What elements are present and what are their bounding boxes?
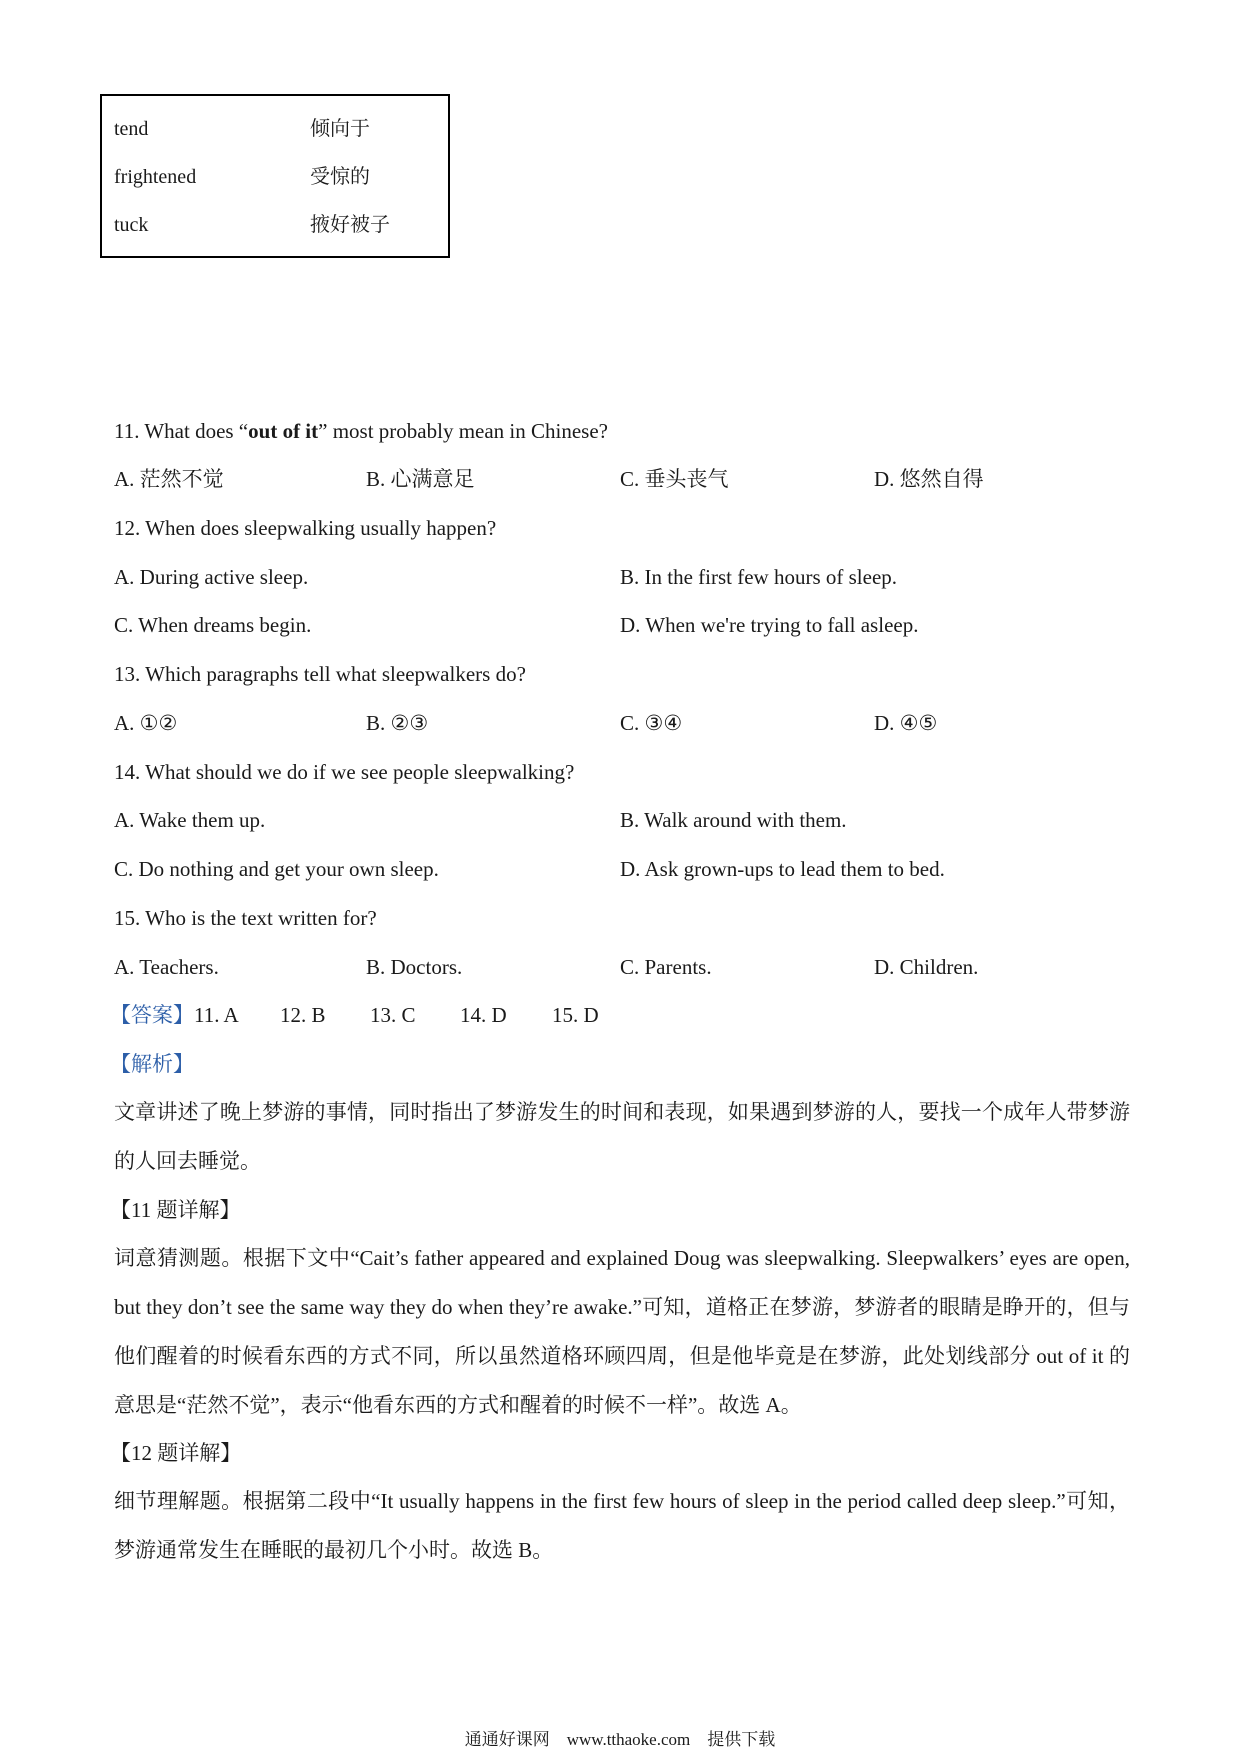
analysis-tag: 【解析】: [110, 1052, 194, 1076]
q13-option-a: A. ①②: [114, 711, 178, 735]
detail-12-title: 【12 题详解】: [110, 1441, 242, 1465]
answer-item: 11. A: [194, 1003, 239, 1027]
q11-option-d: D. 悠然自得: [874, 467, 984, 491]
answer-item: 14. D: [460, 1003, 507, 1027]
vocab-word: frightened: [114, 166, 197, 188]
question-11-keyword: out of it: [248, 419, 319, 443]
q11-option-a: A. 茫然不觉: [114, 467, 224, 491]
analysis-summary: 文章讲述了晚上梦游的事情，同时指出了梦游发生的时间和表现，如果遇到梦游的人，要找一个成年人带梦游的人回去睡觉。: [114, 1100, 1130, 1173]
question-15: 15. Who is the text written for?: [114, 906, 377, 930]
q13-option-c: C. ③④: [620, 711, 683, 735]
q12-option-c: C. When dreams begin.: [114, 613, 312, 637]
q13-option-b: B. ②③: [366, 711, 429, 735]
q12-option-b: B. In the first few hours of sleep.: [620, 565, 898, 589]
q13-option-d: D. ④⑤: [874, 711, 938, 735]
vocab-meaning: 倾向于: [310, 118, 370, 140]
q12-option-a: A. During active sleep.: [114, 565, 309, 589]
detail-12-body: 细节理解题。根据第二段中“It usually happens in the first few hours of sleep in the period called deep sleep.”可知，梦游通常发生在睡眠的最初几个小时。故选 B。: [114, 1489, 1130, 1562]
detail-11-body: 词意猜测题。根据下文中“Cait’s father appeared and explained Doug was sleepwalking. Sleepwalkers’ eyes are open, but they don’t see the same way they do when they’re awake.”可知，道格正在梦游，梦游者的眼睛是睁开的，但与他们醒着的时候看东西的方式不同，所以虽然道格环顾四周，但是他毕竟是在梦游，此处划线部分 out of it 的意思是“茫然不觉”，表示“他看东西的方式和醒着的时候不一样”。故选 A。: [114, 1246, 1130, 1417]
question-11-text-end: ” most probably mean in Chinese?: [318, 419, 608, 443]
q15-option-b: B. Doctors.: [366, 955, 463, 979]
vocab-meaning: 受惊的: [310, 166, 370, 188]
vocab-meaning: 掖好被子: [310, 214, 390, 236]
q14-option-b: B. Walk around with them.: [620, 808, 847, 832]
question-12: 12. When does sleepwalking usually happen?: [114, 516, 497, 540]
q12-option-d: D. When we're trying to fall asleep.: [620, 613, 919, 637]
q14-option-c: C. Do nothing and get your own sleep.: [114, 857, 439, 881]
q14-option-d: D. Ask grown-ups to lead them to bed.: [620, 857, 945, 881]
page-footer: 通通好课网 www.tthaoke.com 提供下载: [464, 1730, 776, 1749]
question-11-text-start: 11. What does “: [114, 419, 249, 443]
q11-option-b: B. 心满意足: [366, 467, 475, 491]
q14-option-a: A. Wake them up.: [114, 808, 266, 832]
q11-option-c: C. 垂头丧气: [620, 467, 729, 491]
q15-option-a: A. Teachers.: [114, 955, 219, 979]
answer-item: 15. D: [552, 1003, 599, 1027]
detail-11-title: 【11 题详解】: [110, 1198, 241, 1222]
q15-option-d: D. Children.: [874, 955, 979, 979]
vocab-word: tend: [114, 118, 149, 140]
answer-item: 13. C: [370, 1003, 416, 1027]
question-13: 13. Which paragraphs tell what sleepwalkers do?: [114, 662, 526, 686]
answer-item: 12. B: [280, 1003, 326, 1027]
answer-line: [110, 1000, 599, 1030]
vocab-word: tuck: [114, 214, 149, 236]
question-11: [114, 416, 608, 446]
q15-option-c: C. Parents.: [620, 955, 712, 979]
question-14: 14. What should we do if we see people sleepwalking?: [114, 760, 575, 784]
answer-tag: 【答案】: [110, 1003, 194, 1027]
vocabulary-box: [100, 94, 450, 258]
